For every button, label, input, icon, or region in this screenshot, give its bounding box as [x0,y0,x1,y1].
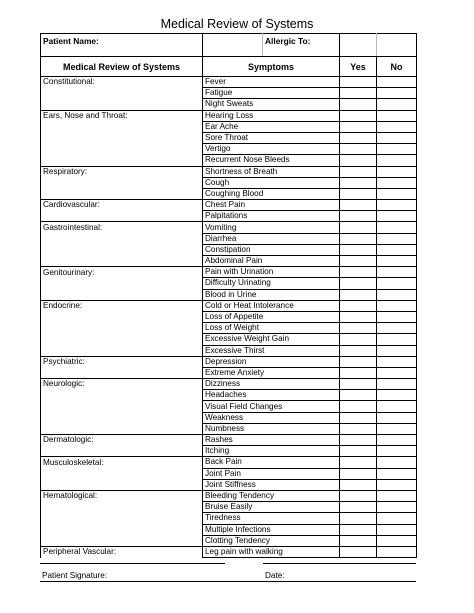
yes-checkbox[interactable] [340,379,377,390]
no-checkbox[interactable] [377,177,417,188]
table-row [41,311,417,322]
symptom-label: Extreme Anxiety [203,367,340,378]
system-label: Constitutional: [41,77,203,88]
table-row [41,155,417,166]
table-row [41,222,417,233]
system-label [41,278,203,289]
table-row [41,546,417,557]
system-label: Hematological: [41,490,203,501]
yes-checkbox[interactable] [340,356,377,367]
table-row [41,144,417,155]
table-row [41,490,417,501]
symptom-label: Pain with Urination [203,267,340,278]
symptom-label: Chest Pain [203,200,340,211]
symptom-label: Visual Field Changes [203,401,340,412]
yes-checkbox[interactable] [340,479,377,490]
yes-checkbox[interactable] [340,311,377,322]
system-label: Gastrointestinal: [41,222,203,233]
table-row [41,77,417,88]
table-row [41,188,417,199]
yes-checkbox[interactable] [340,233,377,244]
symptom-label: Rashes [203,435,340,446]
yes-checkbox[interactable] [340,513,377,524]
system-label [41,256,203,267]
system-label [41,423,203,434]
table-row [41,401,417,412]
table-row [41,367,417,378]
yes-checkbox[interactable] [340,367,377,378]
no-checkbox[interactable] [377,311,417,322]
date-label: Date: [265,571,285,580]
symptom-label: Joint Stiffness [203,479,340,490]
no-checkbox[interactable] [377,233,417,244]
yes-checkbox[interactable] [340,423,377,434]
system-label: Peripheral Vascular: [41,546,203,557]
no-checkbox[interactable] [377,401,417,412]
system-label [41,211,203,222]
table-row [41,211,417,222]
system-label: Respiratory: [41,166,203,177]
table-row [41,435,417,446]
no-checkbox[interactable] [377,356,417,367]
table-row [41,88,417,99]
table-row [41,233,417,244]
yes-checkbox[interactable] [340,535,377,546]
no-checkbox[interactable] [377,334,417,345]
no-checkbox[interactable] [377,412,417,423]
table-row [41,132,417,143]
table-row [41,121,417,132]
yes-checkbox[interactable] [340,490,377,501]
no-checkbox[interactable] [377,99,417,110]
system-label [41,412,203,423]
no-checkbox[interactable] [377,77,417,88]
system-label [41,401,203,412]
symptom-label: Numbness [203,423,340,434]
system-label: Psychiatric: [41,356,203,367]
symptom-label: Shortness of Breath [203,166,340,177]
table-row [41,256,417,267]
no-checkbox[interactable] [377,502,417,513]
system-label [41,88,203,99]
yes-checkbox[interactable] [340,435,377,446]
signature-gap [225,563,263,564]
table-row [41,513,417,524]
signature-row [40,563,416,582]
no-checkbox[interactable] [377,88,417,99]
no-checkbox[interactable] [377,479,417,490]
header-symptoms: Symptoms [203,57,340,77]
yes-checkbox[interactable] [340,177,377,188]
yes-checkbox[interactable] [340,468,377,479]
yes-checkbox[interactable] [340,390,377,401]
symptom-label: Bleeding Tendency [203,490,340,501]
table-row [41,278,417,289]
no-checkbox[interactable] [377,256,417,267]
system-label [41,177,203,188]
yes-checkbox[interactable] [340,155,377,166]
no-checkbox[interactable] [377,490,417,501]
symptom-label: Cough [203,177,340,188]
no-checkbox[interactable] [377,468,417,479]
table-row [41,468,417,479]
yes-checkbox[interactable] [340,244,377,255]
symptom-label: Weakness [203,412,340,423]
yes-checkbox[interactable] [340,345,377,356]
no-checkbox[interactable] [377,323,417,334]
yes-checkbox[interactable] [340,457,377,468]
no-checkbox[interactable] [377,188,417,199]
no-checkbox[interactable] [377,278,417,289]
yes-checkbox[interactable] [340,289,377,300]
header-no: No [377,57,417,77]
table-row [41,323,417,334]
system-label [41,311,203,322]
no-checkbox[interactable] [377,166,417,177]
table-row [41,99,417,110]
yes-checkbox[interactable] [340,200,377,211]
symptom-label: Depression [203,356,340,367]
system-label [41,513,203,524]
no-checkbox[interactable] [377,132,417,143]
system-label: Endocrine: [41,300,203,311]
yes-checkbox[interactable] [340,524,377,535]
system-label: Ears, Nose and Throat: [41,110,203,121]
system-label [41,244,203,255]
table-row [41,502,417,513]
yes-checkbox[interactable] [340,546,377,557]
no-checkbox[interactable] [377,110,417,121]
patient-name-field[interactable] [203,34,263,57]
yes-checkbox[interactable] [340,334,377,345]
table-row [41,390,417,401]
symptom-label: Vertigo [203,144,340,155]
symptom-label: Joint Pain [203,468,340,479]
patient-signature-label: Patient Signature: [42,571,108,580]
symptom-label: Bruise Easily [203,502,340,513]
system-label: Genitourinary: [41,267,203,278]
system-label [41,468,203,479]
no-checkbox[interactable] [377,300,417,311]
system-label [41,535,203,546]
no-checkbox[interactable] [377,211,417,222]
table-row [41,267,417,278]
system-label [41,367,203,378]
symptom-label: Vomiting [203,222,340,233]
symptom-label: Night Sweats [203,99,340,110]
symptom-label: Itching [203,446,340,457]
table-row [41,166,417,177]
symptom-label: Excessive Thirst [203,345,340,356]
table-row [41,457,417,468]
system-label [41,233,203,244]
symptom-label: Palpitations [203,211,340,222]
table-row [41,535,417,546]
symptom-label: Multiple Infections [203,524,340,535]
symptom-label: Sore Throat [203,132,340,143]
symptom-label: Fatigue [203,88,340,99]
system-label: Dermatologic: [41,435,203,446]
system-label [41,99,203,110]
yes-checkbox[interactable] [340,144,377,155]
yes-checkbox[interactable] [340,166,377,177]
table-row [41,412,417,423]
table-row [41,524,417,535]
symptom-label: Clotting Tendency [203,535,340,546]
no-checkbox[interactable] [377,390,417,401]
symptom-label: Ear Ache [203,121,340,132]
system-label [41,479,203,490]
review-form [40,33,417,558]
yes-checkbox[interactable] [340,188,377,199]
no-checkbox[interactable] [377,200,417,211]
symptom-label: Tiredness [203,513,340,524]
no-checkbox[interactable] [377,546,417,557]
no-checkbox[interactable] [377,155,417,166]
yes-checkbox[interactable] [340,278,377,289]
table-row [41,423,417,434]
symptom-label: Leg pain with walking [203,546,340,557]
system-label [41,289,203,300]
table-row [41,177,417,188]
symptom-label: Dizziness [203,379,340,390]
symptom-label: Excessive Weight Gain [203,334,340,345]
table-row [41,289,417,300]
system-label [41,144,203,155]
system-label [41,155,203,166]
yes-checkbox[interactable] [340,99,377,110]
system-label [41,334,203,345]
table-row [41,244,417,255]
no-checkbox[interactable] [377,423,417,434]
system-label [41,323,203,334]
system-label [41,446,203,457]
system-label [41,188,203,199]
system-label: Neurologic: [41,379,203,390]
symptom-label: Recurrent Nose Bleeds [203,155,340,166]
yes-checkbox[interactable] [340,401,377,412]
yes-checkbox[interactable] [340,412,377,423]
no-checkbox[interactable] [377,457,417,468]
yes-checkbox[interactable] [340,77,377,88]
patient-name-label: Patient Name: [41,34,203,57]
system-label [41,390,203,401]
table-row [41,345,417,356]
symptom-label: Abdominal Pain [203,256,340,267]
page-title: Medical Review of Systems [160,17,314,31]
table-row [41,446,417,457]
symptom-label: Loss of Weight [203,323,340,334]
table-row [41,334,417,345]
yes-checkbox[interactable] [340,121,377,132]
symptom-label: Coughing Blood [203,188,340,199]
no-checkbox[interactable] [377,345,417,356]
symptom-label: Diarrhea [203,233,340,244]
no-checkbox[interactable] [377,222,417,233]
table-row [41,200,417,211]
no-checkbox[interactable] [377,513,417,524]
yes-checkbox[interactable] [340,446,377,457]
yes-checkbox[interactable] [340,211,377,222]
system-label [41,524,203,535]
symptom-label: Cold or Heat Intolerance [203,300,340,311]
no-checkbox[interactable] [377,435,417,446]
allergic-to-field-end[interactable] [377,34,417,57]
header-system: Medical Review of Systems [41,57,203,77]
no-checkbox[interactable] [377,144,417,155]
no-checkbox[interactable] [377,446,417,457]
header-yes: Yes [340,57,377,77]
symptom-label: Fever [203,77,340,88]
no-checkbox[interactable] [377,524,417,535]
allergic-to-field[interactable] [340,34,377,57]
no-checkbox[interactable] [377,289,417,300]
symptom-label: Back Pain [203,457,340,468]
yes-checkbox[interactable] [340,267,377,278]
no-checkbox[interactable] [377,267,417,278]
yes-checkbox[interactable] [340,300,377,311]
table-row [41,300,417,311]
symptom-label: Difficulty Urinating [203,278,340,289]
yes-checkbox[interactable] [340,110,377,121]
yes-checkbox[interactable] [340,502,377,513]
review-table [40,33,417,558]
yes-checkbox[interactable] [340,222,377,233]
table-row [41,110,417,121]
yes-checkbox[interactable] [340,132,377,143]
no-checkbox[interactable] [377,244,417,255]
no-checkbox[interactable] [377,535,417,546]
no-checkbox[interactable] [377,367,417,378]
system-label [41,502,203,513]
no-checkbox[interactable] [377,121,417,132]
yes-checkbox[interactable] [340,323,377,334]
system-label [41,345,203,356]
allergic-to-label: Allergic To: [263,34,340,57]
symptom-label: Headaches [203,390,340,401]
system-label: Cardiovascular: [41,200,203,211]
table-row [41,479,417,490]
yes-checkbox[interactable] [340,88,377,99]
table-row [41,356,417,367]
yes-checkbox[interactable] [340,256,377,267]
system-label [41,121,203,132]
symptom-label: Constipation [203,244,340,255]
symptom-label: Hearing Loss [203,110,340,121]
system-label [41,132,203,143]
no-checkbox[interactable] [377,379,417,390]
symptom-label: Loss of Appetite [203,311,340,322]
table-row [41,379,417,390]
symptom-label: Blood in Urine [203,289,340,300]
system-label: Musculoskeletal: [41,457,203,468]
